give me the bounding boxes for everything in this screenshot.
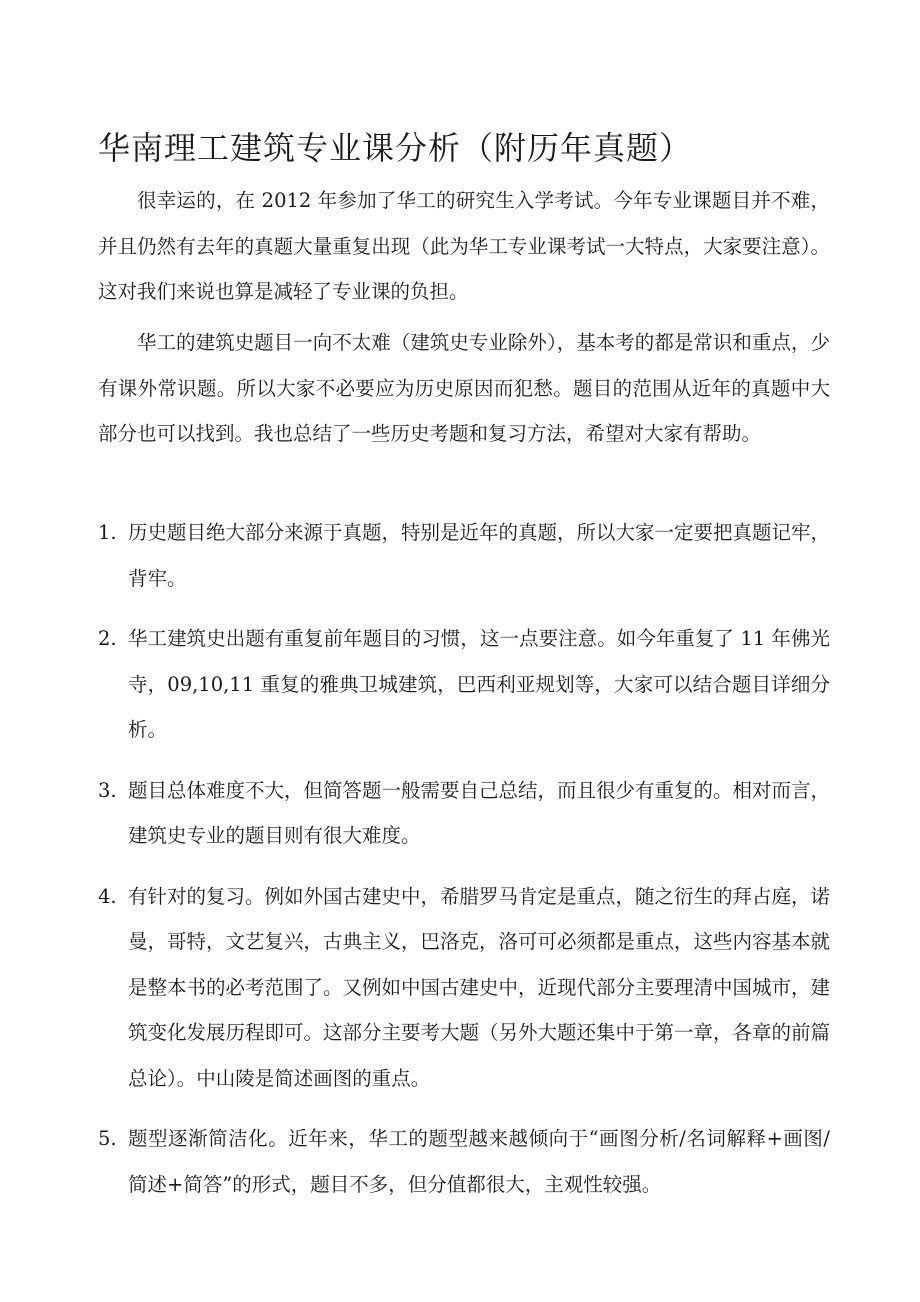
tips-list [98, 510, 830, 1222]
list-item-number: 1. [98, 521, 117, 544]
list-item [98, 510, 830, 601]
list-item-number: 5. [98, 1127, 117, 1150]
intro-paragraph: 很幸运的，在 2012 年参加了华工的研究生入学考试。今年专业课题目并不难，并且仍然有去年的真题大量重复出现（此为华工专业课考试一大特点，大家要注意）。这对我们来说也算是减轻了专业课的负担。 [98, 189, 830, 303]
document-title: 华南理工建筑专业课分析（附历年真题） [98, 129, 693, 167]
list-item-text: 华工建筑史出题有重复前年题目的习惯，这一点要注意。如今年重复了 11 年佛光寺，09,10,11 重复的雅典卫城建筑，巴西利亚规划等，大家可以结合题目详细分析。 [128, 627, 830, 741]
list-item-number: 4. [98, 884, 117, 908]
list-item-text: 历史题目绝大部分来源于真题，特别是近年的真题，所以大家一定要把真题记牢，背牢。 [128, 521, 831, 590]
list-item [98, 874, 830, 1102]
list-item-number: 3. [98, 778, 117, 802]
list-item-number: 2. [98, 627, 117, 650]
list-item-text: 题型逐渐简洁化。近年来，华工的题型越来越倾向于“画图分析/名词解释+画图/简述+简答”的形式，题目不多，但分值都很大，主观性较强。 [128, 1127, 830, 1196]
list-item [98, 768, 830, 859]
list-item [98, 1116, 830, 1207]
history-paragraph: 华工的建筑史题目一向不太难（建筑史专业除外），基本考的都是常识和重点，少有课外常识题。所以大家不必要应为历史原因而犯愁。题目的范围从近年的真题中大部分也可以找到。我也总结了一些历史考题和复习方法，希望对大家有帮助。 [98, 331, 830, 445]
list-item-text: 题目总体难度不大，但简答题一般需要自己总结，而且很少有重复的。相对而言，建筑史专业的题目则有很大难度。 [128, 778, 831, 847]
list-item-text: 有针对的复习。例如外国古建史中，希腊罗马肯定是重点，随之衍生的拜占庭，诺曼，哥特，文艺复兴，古典主义，巴洛克，洛可可必须都是重点，这些内容基本就是整本书的必考范围了。又例如中国古建史中，近现代部分主要理清中国城市，建筑变化发展历程即可。这部分主要考大题（另外大题还集中于第一章，各章的前篇总论）。中山陵是简述画图的重点。 [128, 884, 831, 1090]
list-item [98, 616, 830, 753]
